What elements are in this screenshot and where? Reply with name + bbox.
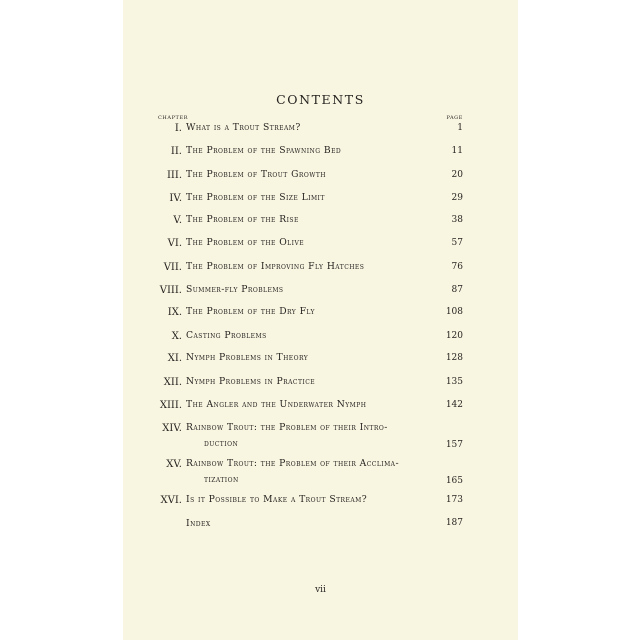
chapter-number: XIII. <box>159 400 182 411</box>
chapter-number: VII. <box>163 262 182 273</box>
page-number: 135 <box>445 377 463 387</box>
chapter-column-header: CHAPTER <box>158 115 189 121</box>
chapter-title <box>186 259 426 275</box>
page-number: 157 <box>445 440 463 450</box>
chapter-title <box>186 282 426 298</box>
page-number: 173 <box>445 495 463 505</box>
book-page <box>123 0 518 640</box>
chapter-title <box>186 374 426 390</box>
chapter-number: XVI. <box>160 495 182 506</box>
chapter-title-line: What is a Trout Stream? <box>186 122 301 133</box>
chapter-number: IV. <box>169 193 182 204</box>
chapter-number: VIII. <box>159 285 182 296</box>
chapter-number: V. <box>173 215 182 226</box>
page-column-header: PAGE <box>446 115 463 121</box>
chapter-title <box>186 212 426 228</box>
chapter-title-line: Nymph Problems in Practice <box>186 376 316 387</box>
chapter-title-line: Rainbow Trout: the Problem of their Acclima- <box>186 458 400 469</box>
folio-page-number: vii <box>315 585 326 595</box>
chapter-title-continuation: tization <box>204 474 239 485</box>
chapter-title <box>186 350 426 366</box>
chapter-title-line: The Problem of Trout Growth <box>186 169 326 180</box>
page-number: 108 <box>445 307 463 317</box>
chapter-title-line: Nymph Problems in Theory <box>186 352 309 363</box>
page-number: 38 <box>451 215 463 225</box>
chapter-number: X. <box>171 331 182 342</box>
chapter-title-line: Summer-fly Problems <box>186 284 284 295</box>
chapter-number: VI. <box>167 238 182 249</box>
chapter-title <box>186 456 426 488</box>
chapter-title-line: Casting Problems <box>186 330 267 341</box>
chapter-title <box>186 397 426 413</box>
page-number: 57 <box>451 238 463 248</box>
chapter-title-line: The Problem of Improving Fly Hatches <box>186 261 365 272</box>
chapter-title-line: The Problem of the Rise <box>186 214 299 225</box>
page-number: 87 <box>451 285 463 295</box>
page-number: 11 <box>451 146 463 156</box>
chapter-title <box>186 235 426 251</box>
chapter-title-continuation: duction <box>204 438 239 449</box>
page-number: 20 <box>451 170 463 180</box>
chapter-number: XIV. <box>162 423 182 434</box>
chapter-number: IX. <box>167 307 182 318</box>
chapter-title <box>186 120 426 136</box>
chapter-title-line: The Problem of the Olive <box>186 237 305 248</box>
chapter-number: III. <box>166 170 182 181</box>
chapter-title-line: The Problem of the Size Limit <box>186 192 325 203</box>
chapter-title-line: Is it Possible to Make a Trout Stream? <box>186 494 368 505</box>
page-title: CONTENTS <box>276 92 365 107</box>
chapter-number: XV. <box>166 459 182 470</box>
page-number: 29 <box>451 193 463 203</box>
chapter-title <box>186 420 426 452</box>
index-page-number: 187 <box>445 518 463 528</box>
chapter-title-line: The Problem of the Spawning Bed <box>186 145 342 156</box>
page-number: 165 <box>445 476 463 486</box>
chapter-title <box>186 492 426 508</box>
page-number: 1 <box>457 123 463 133</box>
page-number: 120 <box>445 331 463 341</box>
chapter-title <box>186 167 426 183</box>
chapter-number: XII. <box>163 377 182 388</box>
chapter-title-line: The Angler and the Underwater Nymph <box>186 399 367 410</box>
page-number: 142 <box>445 400 463 410</box>
chapter-number: I. <box>174 123 182 134</box>
index-label: Index <box>186 518 211 529</box>
chapter-number: XI. <box>167 353 182 364</box>
chapter-title <box>186 304 426 320</box>
page-number: 128 <box>445 353 463 363</box>
chapter-title <box>186 143 426 159</box>
chapter-title <box>186 190 426 206</box>
page-number: 76 <box>451 262 463 272</box>
chapter-title-line: The Problem of the Dry Fly <box>186 306 315 317</box>
chapter-title <box>186 328 426 344</box>
chapter-title-line: Rainbow Trout: the Problem of their Intro- <box>186 422 388 433</box>
chapter-number: II. <box>170 146 182 157</box>
